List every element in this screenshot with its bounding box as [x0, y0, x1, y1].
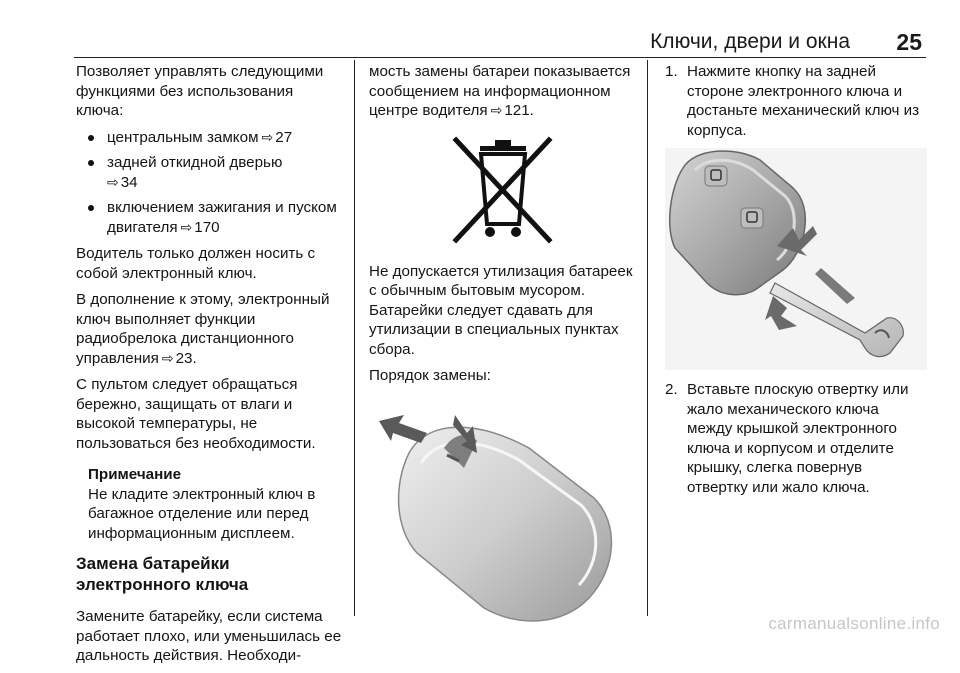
reference-arrow-icon: ⇨ — [161, 349, 174, 366]
paragraph-replace-battery: Замените батарейку, если система работает плохо, или уменьшилась ее дальность действия. Необходи- — [76, 608, 342, 664]
paragraph-disposal: Не допускается утилизация батареек с обычным бытовым мусором. Батарейки следует сдавать для утилизации в специальных пунктах сбора. — [369, 262, 633, 358]
function-list — [76, 128, 344, 238]
list-item — [76, 128, 344, 148]
reference-arrow-icon: ⇨ — [107, 173, 119, 190]
paragraph-carry-key: Водитель только должен носить с собой электронный ключ. — [76, 245, 316, 282]
paragraph-battery-message — [369, 62, 637, 121]
watermark-text: carmanualsonline.info — [768, 614, 940, 633]
page-reference[interactable]: 34 — [120, 173, 138, 191]
reference-arrow-icon: ⇨ — [261, 128, 274, 145]
section-heading: Замена батарейки электронного ключа — [76, 554, 249, 594]
paragraph-text: мость замены батареи показывается сообщением на информационном центре водителя — [369, 63, 631, 119]
note-title: Примечание — [88, 466, 182, 483]
list-item-text: задней откидной дверью — [107, 154, 283, 171]
paragraph-handling: С пультом следует обращаться бережно, защищать от влаги и высокой температуры, не пользоваться без необходимости. — [76, 376, 316, 452]
page-header-title: Ключи, двери и окна — [650, 30, 850, 53]
list-item — [665, 380, 927, 497]
column-3 — [665, 62, 927, 497]
steps-list-continued — [665, 380, 927, 497]
paragraph-radio-remote — [76, 290, 344, 368]
list-item-text: центральным замком — [107, 128, 259, 146]
column-1 — [76, 62, 344, 673]
list-item — [76, 153, 344, 192]
paragraph-procedure: Порядок замены: — [369, 367, 491, 384]
page-reference[interactable]: 121. — [504, 102, 534, 119]
page-reference[interactable]: 27 — [275, 128, 293, 146]
reference-arrow-icon: ⇨ — [180, 218, 193, 235]
list-item — [665, 62, 927, 140]
unlock-icon — [741, 208, 763, 228]
reference-arrow-icon: ⇨ — [490, 102, 503, 118]
key-fob-cover-illustration — [369, 393, 631, 635]
step-text: Вставьте плоскую отвертку или жало механического ключа между крышкой электронного ключа и корпусом и отделите крышку, слегка повернув отвертку или жало ключа. — [687, 381, 909, 496]
column-divider-2 — [647, 60, 648, 616]
column-divider-1 — [354, 60, 355, 616]
list-item-text: включением зажигания и пуском двигателя — [107, 199, 337, 236]
note-text: Не кладите электронный ключ в багажное отделение или перед информационным дисплеем. — [88, 485, 316, 542]
intro-paragraph: Позволяет управлять следующими функциями без использования ключа: — [76, 63, 324, 119]
page-reference[interactable]: 170 — [194, 218, 220, 236]
step-text: Нажмите кнопку на задней стороне электронного ключа и достаньте механический ключ из корпуса. — [687, 63, 920, 139]
header-divider — [74, 57, 926, 58]
crossed-out-bin-icon — [369, 128, 637, 252]
lock-icon — [705, 166, 727, 186]
page-number: 25 — [896, 29, 922, 55]
column-2 — [369, 62, 637, 645]
steps-list — [665, 62, 927, 140]
page-reference[interactable]: 23. — [175, 349, 197, 367]
paragraph-text: В дополнение к этому, электронный ключ выполняет функции радиобрелока дистанционного управления — [76, 291, 330, 367]
list-item — [76, 198, 344, 237]
note-block — [76, 465, 344, 543]
key-fob-illustration — [665, 148, 927, 370]
step-number: 1. — [665, 63, 678, 80]
step-number: 2. — [665, 381, 678, 398]
